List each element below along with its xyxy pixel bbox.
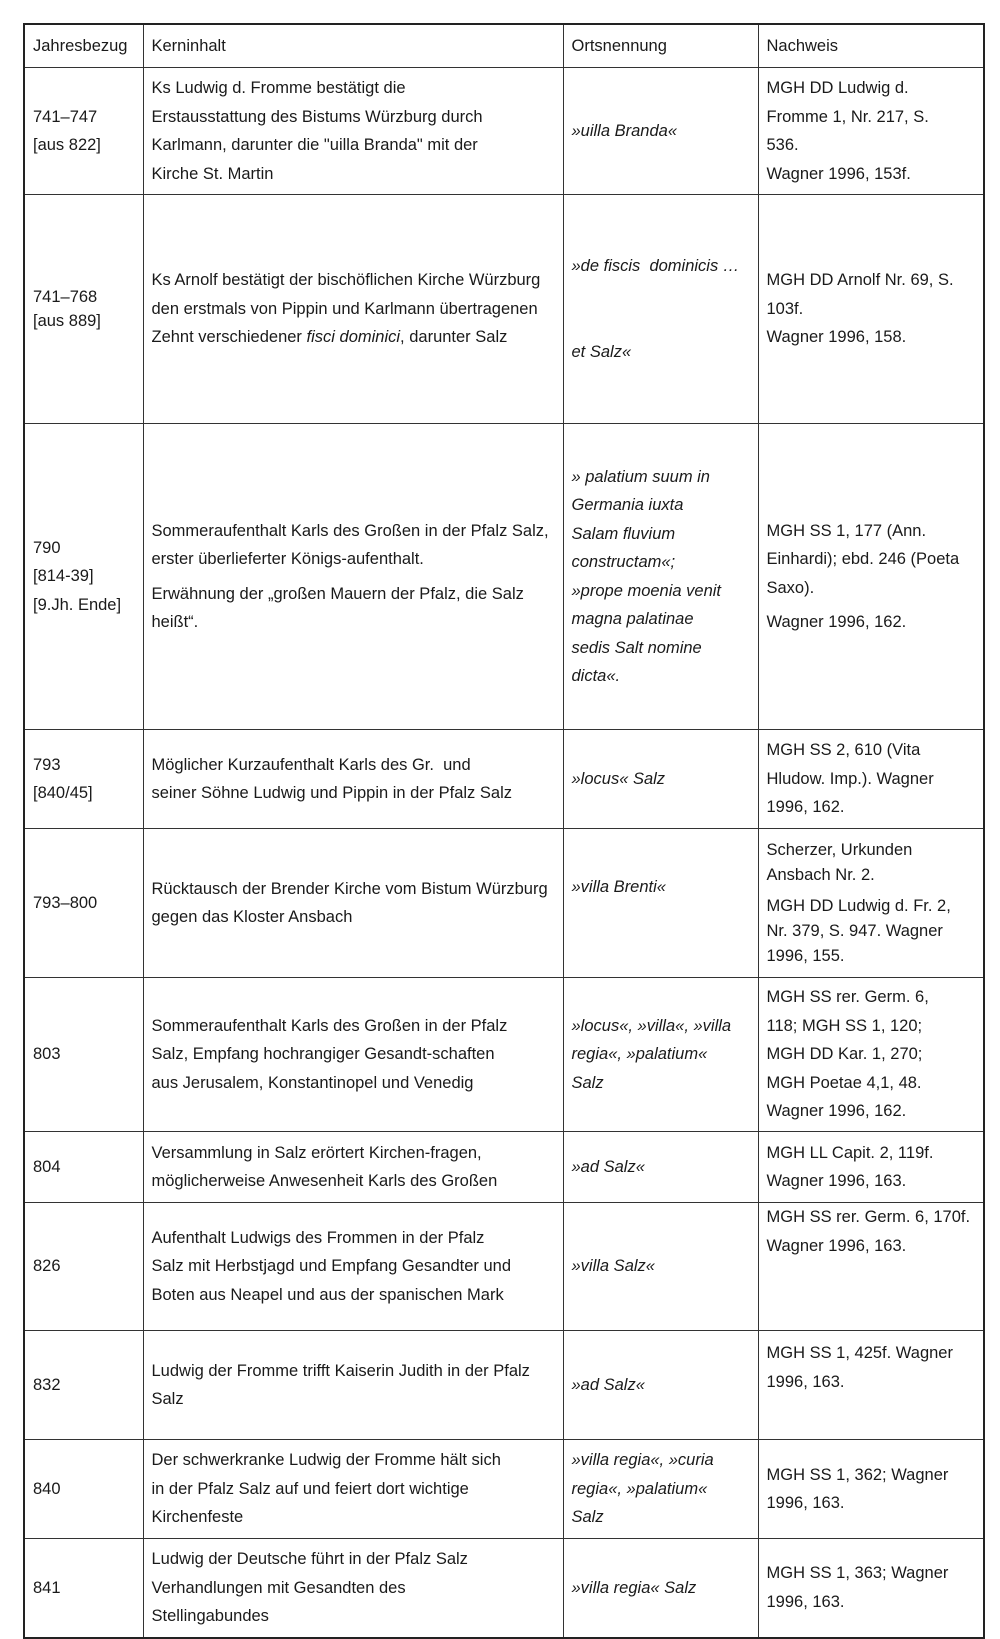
content-cell: Aufenthalt Ludwigs des Frommen in der Pfalz Salz mit Herbstjagd und Empfang Gesandter und Boten aus Neapel und aus der spanischen Mark — [143, 1203, 563, 1331]
year-cell: 741–747 [aus 822] — [24, 68, 143, 195]
chronology-table — [23, 23, 985, 1639]
table-row — [24, 68, 984, 195]
content-cell: Ludwig der Fromme trifft Kaiserin Judith in der Pfalz Salz — [143, 1331, 563, 1440]
source-cell: MGH SS 2, 610 (Vita Hludow. Imp.). Wagner 1996, 162. — [758, 730, 984, 829]
source-cell: MGH SS rer. Germ. 6, 118; MGH SS 1, 120; MGH DD Kar. 1, 270; MGH Poetae 4,1, 48. Wagner 1996, 162. — [758, 978, 984, 1132]
place-cell: »locus« Salz — [563, 730, 758, 829]
content-cell: Sommeraufenthalt Karls des Großen in der Pfalz Salz, Empfang hochrangiger Gesandt-schaften aus Jerusalem, Konstantinopel und Venedig — [143, 978, 563, 1132]
source-cell: MGH SS 1, 363; Wagner 1996, 163. — [758, 1539, 984, 1638]
table-header-row — [24, 24, 984, 68]
header-ortsnennung: Ortsnennung — [563, 24, 758, 68]
year-cell: 790 [814-39] [9.Jh. Ende] — [24, 424, 143, 730]
source-cell: MGH SS 1, 177 (Ann. Einhardi); ebd. 246 (Poeta Saxo). Wagner 1996, 162. — [758, 424, 984, 730]
table-row — [24, 195, 984, 424]
content-cell: Ks Arnolf bestätigt der bischöflichen Kirche Würzburg den erstmals von Pippin und Karlmann übertragenen Zehnt verschiedener fisci dominici, darunter Salz — [143, 195, 563, 424]
year-cell: 804 — [24, 1132, 143, 1203]
place-cell: »villa Salz« — [563, 1203, 758, 1331]
fisci-dominici-term: fisci dominici — [306, 328, 401, 347]
year-cell: 803 — [24, 978, 143, 1132]
content-cell: Sommeraufenthalt Karls des Großen in der Pfalz Salz, erster überlieferter Königs-aufenthalt. Erwähnung der „großen Mauern der Pfalz, die Salz heißt“. — [143, 424, 563, 730]
table-row — [24, 1203, 984, 1331]
table-row — [24, 1539, 984, 1638]
source-cell: MGH DD Arnolf Nr. 69, S. 103f. Wagner 1996, 158. — [758, 195, 984, 424]
year-cell: 826 — [24, 1203, 143, 1331]
table-row — [24, 730, 984, 829]
place-cell: »locus«, »villa«, »villa regia«, »palatium« Salz — [563, 978, 758, 1132]
year-cell: 840 — [24, 1440, 143, 1539]
year-cell: 832 — [24, 1331, 143, 1440]
source-cell: MGH SS rer. Germ. 6, 170f. Wagner 1996, 163. — [758, 1203, 984, 1331]
content-cell: Der schwerkranke Ludwig der Fromme hält sich in der Pfalz Salz auf und feiert dort wichtige Kirchenfeste — [143, 1440, 563, 1539]
place-cell: »de fiscis dominicis … et Salz« — [563, 195, 758, 424]
content-cell: Ks Ludwig d. Fromme bestätigt die Erstausstattung des Bistums Würzburg durch Karlmann, darunter die "uilla Branda" mit der Kirche St. Martin — [143, 68, 563, 195]
year-cell: 841 — [24, 1539, 143, 1638]
header-kerninhalt: Kerninhalt — [143, 24, 563, 68]
source-cell: Scherzer, Urkunden Ansbach Nr. 2. MGH DD Ludwig d. Fr. 2, Nr. 379, S. 947. Wagner 1996, 155. — [758, 829, 984, 978]
place-cell: »uilla Branda« — [563, 68, 758, 195]
content-cell: Ludwig der Deutsche führt in der Pfalz Salz Verhandlungen mit Gesandten des Stellingabundes — [143, 1539, 563, 1638]
content-cell: Möglicher Kurzaufenthalt Karls des Gr. und seiner Söhne Ludwig und Pippin in der Pfalz Salz — [143, 730, 563, 829]
table-row — [24, 1331, 984, 1440]
table-row — [24, 978, 984, 1132]
source-cell: MGH DD Ludwig d. Fromme 1, Nr. 217, S. 536. Wagner 1996, 153f. — [758, 68, 984, 195]
source-cell: MGH LL Capit. 2, 119f. Wagner 1996, 163. — [758, 1132, 984, 1203]
header-nachweis: Nachweis — [758, 24, 984, 68]
place-cell: »ad Salz« — [563, 1331, 758, 1440]
content-cell: Rücktausch der Brender Kirche vom Bistum Würzburg gegen das Kloster Ansbach — [143, 829, 563, 978]
place-cell: »ad Salz« — [563, 1132, 758, 1203]
source-cell: MGH SS 1, 362; Wagner 1996, 163. — [758, 1440, 984, 1539]
table-row — [24, 829, 984, 978]
header-jahresbezug: Jahresbezug — [24, 24, 143, 68]
source-cell: MGH SS 1, 425f. Wagner 1996, 163. — [758, 1331, 984, 1440]
place-cell: »villa regia« Salz — [563, 1539, 758, 1638]
place-cell: » palatium suum in Germania iuxta Salam fluvium constructam«; »prope moenia venit magna palatinae sedis Salt nomine dicta«. — [563, 424, 758, 730]
year-cell: 741–768 [aus 889] — [24, 195, 143, 424]
year-cell: 793 [840/45] — [24, 730, 143, 829]
place-cell: »villa Brenti« — [563, 829, 758, 978]
table-row — [24, 1132, 984, 1203]
year-cell: 793–800 — [24, 829, 143, 978]
table-row — [24, 1440, 984, 1539]
content-cell: Versammlung in Salz erörtert Kirchen-fragen, möglicherweise Anwesenheit Karls des Großen — [143, 1132, 563, 1203]
place-cell: »villa regia«, »curia regia«, »palatium« Salz — [563, 1440, 758, 1539]
table-row — [24, 424, 984, 730]
